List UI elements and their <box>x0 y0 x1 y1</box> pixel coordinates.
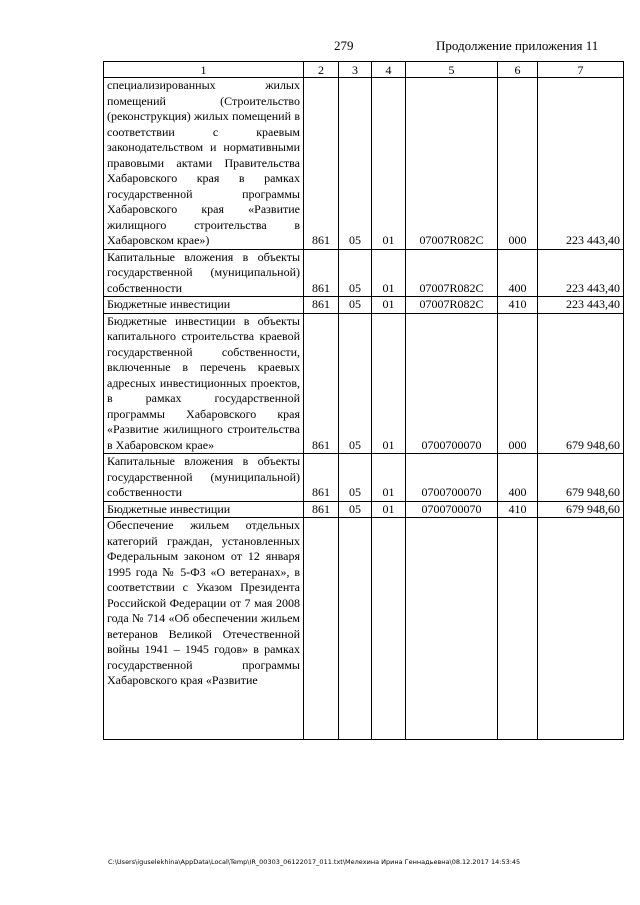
row-name: Бюджетные инвестиции в объекты капитального строительства краевой государственной собственности, включенные в перечень краевых адресных инвестиционных проектов, в рамках государственной программы Хабаровского края «Развитие жилищного строительства в Хабаровском крае» <box>104 313 304 454</box>
row-name: специализированных жилых помещений (Строительство (реконструкция) жилых помещений в соответствии с краевым законодательством и нормативными правовыми актами Правительства Хабаровского края в рамках государственной программы Хабаровского края «Развитие жилищного строительства в Хабаровском крае») <box>104 78 304 250</box>
cell-subsection: 01 <box>372 249 406 297</box>
cell-target-article <box>406 518 498 740</box>
table-row <box>104 313 624 454</box>
cell-ministry: 861 <box>304 501 339 518</box>
table-row <box>104 249 624 297</box>
table-row <box>104 297 624 314</box>
row-name: Бюджетные инвестиции <box>104 297 304 314</box>
cell-section: 05 <box>339 297 372 314</box>
cell-target-article: 07007R082С <box>406 78 498 250</box>
cell-amount: 223 443,40 <box>538 249 624 297</box>
column-header: 3 <box>339 62 372 78</box>
cell-subsection: 01 <box>372 501 406 518</box>
column-header: 6 <box>498 62 538 78</box>
cell-expense-type: 410 <box>498 501 538 518</box>
table-row <box>104 78 624 250</box>
cell-expense-type: 400 <box>498 249 538 297</box>
budget-table <box>103 61 624 740</box>
column-header: 5 <box>406 62 498 78</box>
cell-section: 05 <box>339 78 372 250</box>
cell-subsection: 01 <box>372 78 406 250</box>
table-row <box>104 518 624 740</box>
cell-amount <box>538 518 624 740</box>
cell-ministry: 861 <box>304 249 339 297</box>
row-name: Капитальные вложения в объекты государственной (муниципальной) собственности <box>104 249 304 297</box>
cell-section: 05 <box>339 313 372 454</box>
cell-ministry: 861 <box>304 313 339 454</box>
cell-expense-type: 000 <box>498 78 538 250</box>
cell-ministry: 861 <box>304 454 339 502</box>
cell-ministry: 861 <box>304 297 339 314</box>
column-header: 2 <box>304 62 339 78</box>
page-number: 279 <box>334 38 354 53</box>
cell-target-article: 0700700070 <box>406 501 498 518</box>
row-name: Обеспечение жильем отдельных категорий граждан, установленных Федеральным законом от 12 января 1995 года № 5-ФЗ «О ветеранах», в соответствии с Указом Президента Российской Федерации от 7 мая 2008 года № 714 «Об обеспечении жильем ветеранов Великой Отечественной войны 1941 – 1945 годов» в рамках государственной программы Хабаровского края «Развитие <box>107 518 300 687</box>
cell-amount: 223 443,40 <box>538 297 624 314</box>
cell-target-article: 07007R082С <box>406 249 498 297</box>
cell-amount: 223 443,40 <box>538 78 624 250</box>
cell-target-article: 0700700070 <box>406 454 498 502</box>
column-header: 7 <box>538 62 624 78</box>
row-name-cell <box>104 518 304 740</box>
cell-section: 05 <box>339 249 372 297</box>
file-path-footer: C:\Users\iguselekhina\AppData\Local\Temp\IR_00303_06122017_011.txt\Мелехина Ирина Геннадьевна\08.12.2017 14:53:45 <box>108 858 521 866</box>
cell-expense-type: 000 <box>498 313 538 454</box>
column-header: 1 <box>104 62 304 78</box>
cell-amount: 679 948,60 <box>538 454 624 502</box>
cell-expense-type: 410 <box>498 297 538 314</box>
table-row <box>104 501 624 518</box>
cell-amount: 679 948,60 <box>538 313 624 454</box>
cell-subsection: 01 <box>372 454 406 502</box>
appendix-continuation-title: Продолжение приложения 11 <box>436 38 599 53</box>
cell-amount: 679 948,60 <box>538 501 624 518</box>
cell-subsection: 01 <box>372 297 406 314</box>
cell-target-article: 07007R082С <box>406 297 498 314</box>
row-name: Бюджетные инвестиции <box>104 501 304 518</box>
table-row <box>104 454 624 502</box>
cell-target-article: 0700700070 <box>406 313 498 454</box>
row-name: Капитальные вложения в объекты государственной (муниципальной) собственности <box>104 454 304 502</box>
cell-section: 05 <box>339 501 372 518</box>
table-header-row <box>104 62 624 78</box>
cell-expense-type <box>498 518 538 740</box>
cell-subsection: 01 <box>372 313 406 454</box>
cell-expense-type: 400 <box>498 454 538 502</box>
cell-subsection <box>372 518 406 740</box>
column-header: 4 <box>372 62 406 78</box>
cell-section: 05 <box>339 454 372 502</box>
cell-section <box>339 518 372 740</box>
cell-ministry: 861 <box>304 78 339 250</box>
cell-ministry <box>304 518 339 740</box>
